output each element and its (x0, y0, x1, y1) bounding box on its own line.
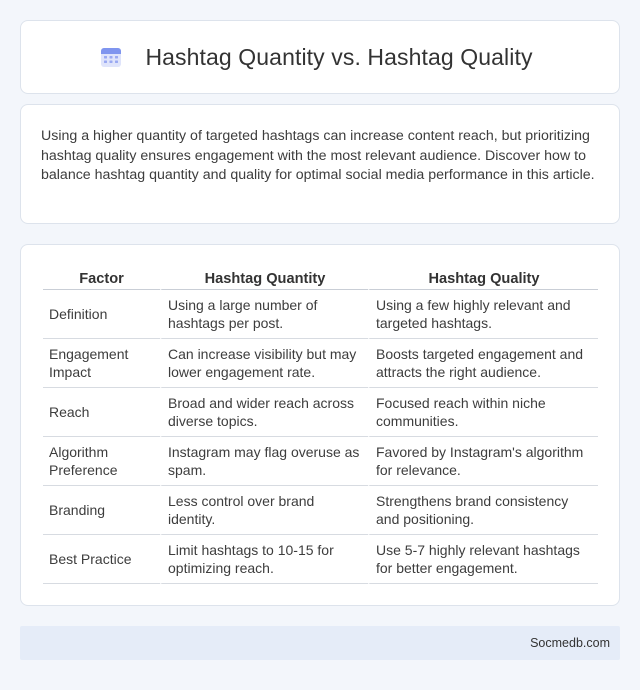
quality-cell: Focused reach within niche communities. (368, 388, 598, 437)
quantity-cell: Limit hashtags to 10-15 for optimizing reach. (160, 535, 368, 584)
intro-card (20, 104, 620, 224)
title-card (20, 20, 620, 94)
table-row (43, 339, 598, 388)
quantity-cell: Using a large number of hashtags per post. (160, 290, 368, 339)
column-header-factor: Factor (43, 268, 160, 290)
quantity-cell: Broad and wider reach across diverse topics. (160, 388, 368, 437)
footer-bar (20, 626, 620, 660)
factor-cell: Best Practice (43, 535, 160, 584)
table-row (43, 535, 598, 584)
table-row (43, 437, 598, 486)
factor-cell: Reach (43, 388, 160, 437)
column-header-quality: Hashtag Quality (368, 268, 598, 290)
footer-site-link[interactable]: Socmedb.com (530, 636, 610, 650)
table-row (43, 290, 598, 339)
factor-cell: Algorithm Preference (43, 437, 160, 486)
factor-cell: Engagement Impact (43, 339, 160, 388)
quality-cell: Boosts targeted engagement and attracts the right audience. (368, 339, 598, 388)
factor-cell: Branding (43, 486, 160, 535)
quality-cell: Using a few highly relevant and targeted hashtags. (368, 290, 598, 339)
table-row (43, 388, 598, 437)
quantity-cell: Less control over brand identity. (160, 486, 368, 535)
table-row (43, 486, 598, 535)
quality-cell: Strengthens brand consistency and positioning. (368, 486, 598, 535)
table-card (20, 244, 620, 606)
intro-text: Using a higher quantity of targeted hashtags can increase content reach, but prioritizing hashtag quality ensures engagement with the most relevant audience. Discover how to balance hashtag quantity and quality for optimal social media performance in this article. (41, 128, 595, 183)
quantity-cell: Can increase visibility but may lower engagement rate. (160, 339, 368, 388)
column-header-quantity: Hashtag Quantity (160, 268, 368, 290)
table-header-row (43, 268, 598, 290)
calendar-icon (99, 45, 123, 69)
page-title: Hashtag Quantity vs. Hashtag Quality (145, 43, 533, 70)
quality-cell: Favored by Instagram's algorithm for relevance. (368, 437, 598, 486)
comparison-table (43, 268, 598, 584)
quantity-cell: Instagram may flag overuse as spam. (160, 437, 368, 486)
factor-cell: Definition (43, 290, 160, 339)
quality-cell: Use 5-7 highly relevant hashtags for better engagement. (368, 535, 598, 584)
